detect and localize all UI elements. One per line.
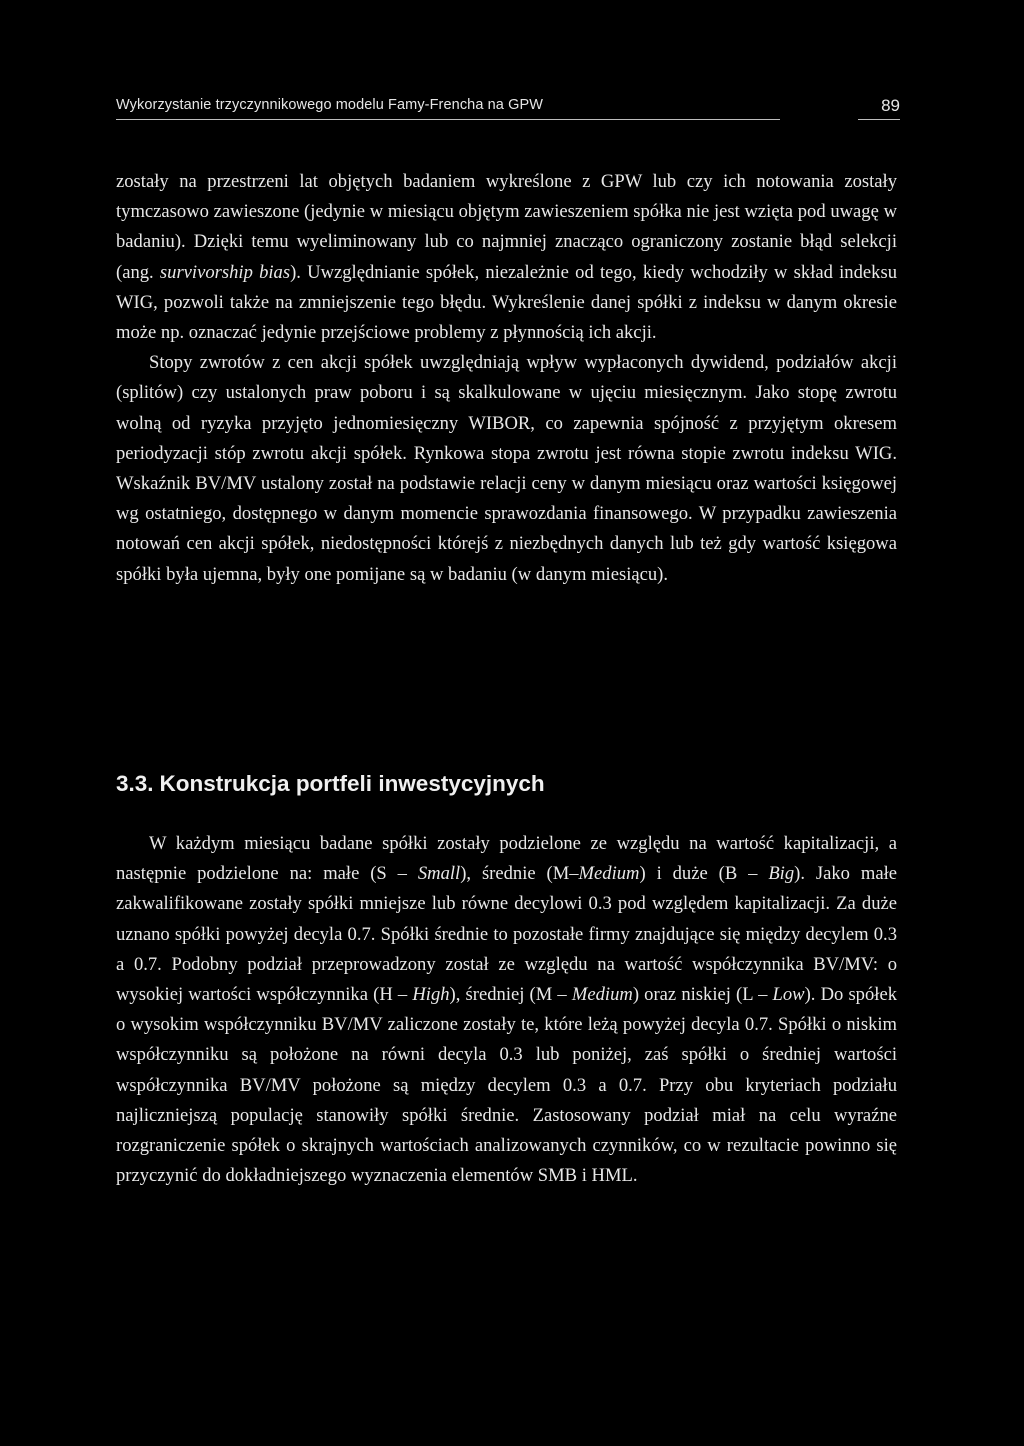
italic-term: Medium [571,984,633,1006]
section-title: Konstrukcja portfeli inwestycyjnych [159,771,545,796]
paragraph-text: ). Uwzględnianie spółek, niezależnie od tego, kiedy wchodziły w skład indeksu WIG, pozwoli także na zmniejszenie tego błędu. Wykreślenie danej spółki z indeksu w danym okresie może np. oznaczać jedynie przejściowe problemy z płynnością ich akcji. [116,261,897,344]
italic-term: Big [768,863,795,885]
italic-term: survivorship bias [159,261,291,283]
body-text-block [116,829,897,1191]
body-text-block [116,167,897,590]
section-heading [116,771,545,797]
running-title: Wykorzystanie trzyczynnikowego modelu Famy-Frencha na GPW [116,97,544,113]
italic-term: High [412,984,450,1006]
paragraph-text: zostały na przestrzeni lat objętych badaniem wykreślone z GPW lub czy ich notowania zostały tymczasowo zawieszone (jedynie w miesiącu objętym zawieszeniem spółka nie jest wzięta pod uwagę w badaniu). Dzięki temu wyeliminowany lub co najmniej znacząco ograniczony zostanie błąd selekcji (ang. [116,171,897,283]
paragraph-text: ), średniej (M – [449,984,572,1006]
paragraph-text: ). Jako małe zakwalifikowane zostały spółki mniejsze lub równe decylowi 0.3 pod względem kapitalizacji. Za duże uznano spółki powyżej decyla 0.7. Spółki średnie to pozostałe firmy znajdujące się między decylem 0.3 a 0.7. Podobny podział przeprowadzony został ze względu na wartość współczynnika BV/MV: o wysokiej wartości współczynnika (H – [116,863,897,1006]
italic-term: Medium [578,863,640,885]
paragraph: Stopy zwrotów z cen akcji spółek uwzględniają wpływ wypłaconych dywidend, podziałów akcji (splitów) czy ustalonych praw poboru i są skalkulowane w ujęciu miesięcznym. Jako stopę zwrotu wolną od ryzyka przyjęto jednomiesięczny WIBOR, co zapewnia spójność z przyjętym okresem periodyzacji stóp zwrotu akcji spółek. Rynkowa stopa zwrotu jest równa stopie zwrotu indeksu WIG. Wskaźnik BV/MV ustalony został na podstawie relacji ceny w danym miesiącu oraz wartości księgowej wg ostatniego, dostępnego w danym momencie sprawozdania finansowego. W przypadku zawieszenia notowań cen akcji spółek, niedostępności którejś z niezbędnych danych lub też gdy wartość księgowa spółki była ujemna, były one pomijane są w badaniu (w danym miesiącu). [116,352,897,585]
page-number-rule [858,119,900,120]
page-number: 89 [881,96,900,115]
paragraph-text: ). Do spółek o wysokim współczynniku BV/MV zaliczone zostały te, które leżą powyżej decyla 0.7. Spółki o niskim współczynniku są położone na równi decyla 0.3 lub poniżej, zaś spółki o średniej wartości współczynnika BV/MV położone są między decylem 0.3 a 0.7. Przy obu kryteriach podziału najliczniejszą populację stanowiły spółki średnie. Zastosowany podział miał na celu wyraźne rozgraniczenie spółek o skrajnych wartościach analizowanych czynników, co w rezultacie powinno się przyczynić do dokładniejszego wyznaczenia elementów SMB i HML. [116,984,897,1187]
paragraph [116,829,897,1191]
paragraph-continued [116,167,897,348]
italic-term: Low [772,984,805,1006]
running-header [116,97,900,121]
paragraph-text: ) i duże (B – [639,863,769,885]
paragraph-text: ) oraz niskiej (L – [632,984,773,1006]
paragraph-text: W każdym miesiącu badane spółki zostały podzielone ze względu na wartość kapitalizacji, a następnie podzielone na: małe (S – [116,833,897,885]
italic-term: Small [417,863,461,885]
section-number: 3.3. [116,771,154,796]
paragraph-text: ), średnie (M– [460,863,579,885]
header-rule [116,119,780,120]
